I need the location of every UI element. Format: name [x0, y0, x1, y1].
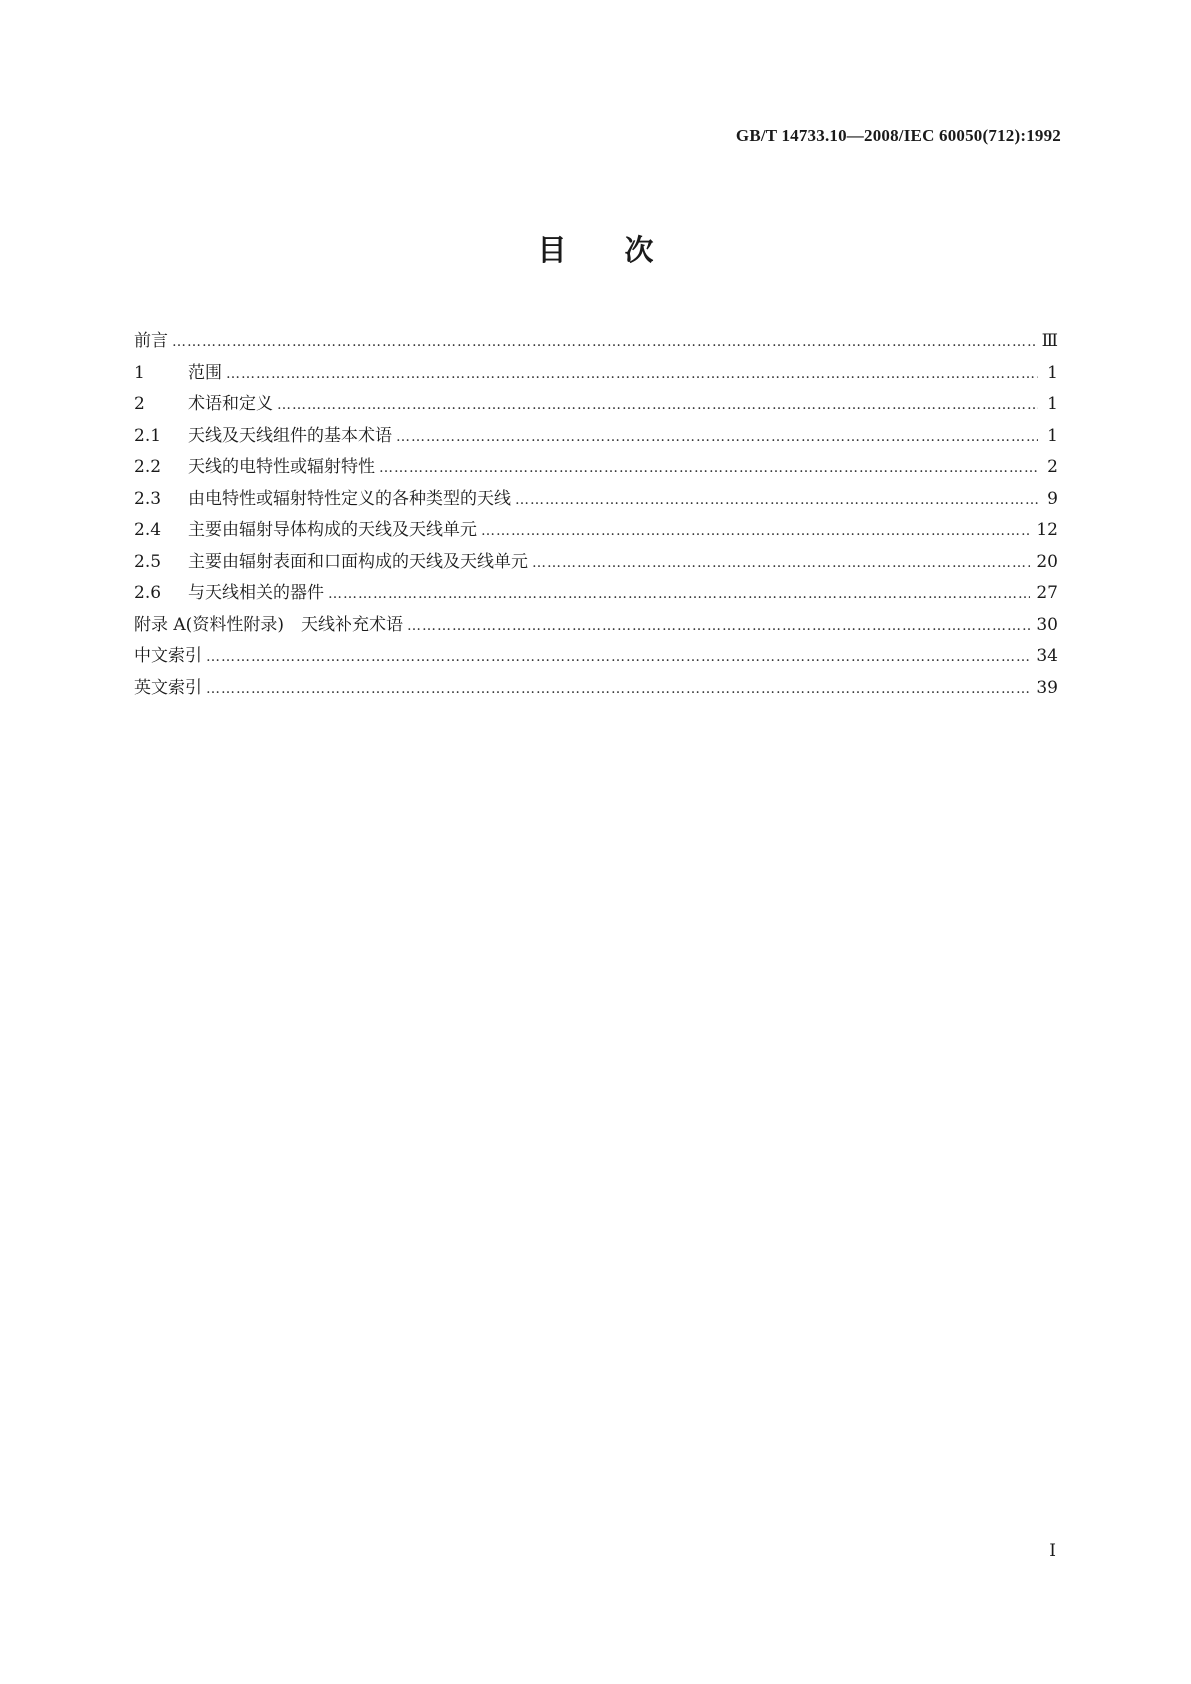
toc-entry-english-index[interactable]	[134, 673, 1058, 705]
dot-leader	[515, 492, 1038, 508]
toc-entry-2-1[interactable]	[134, 421, 1058, 453]
toc-entry-page: 39	[1036, 677, 1058, 698]
table-of-contents	[134, 326, 1058, 704]
toc-entry-label: 中文索引	[134, 646, 202, 666]
dot-leader	[277, 397, 1038, 413]
toc-entry-label: 英文索引	[134, 677, 202, 698]
toc-entry-page: 9	[1047, 488, 1058, 509]
toc-entry-page: 1	[1047, 394, 1058, 414]
toc-entry-label: 由电特性或辐射特性定义的各种类型的天线	[188, 488, 511, 509]
toc-entry-2-2[interactable]	[134, 452, 1058, 484]
toc-entry-page: 20	[1036, 551, 1058, 572]
toc-entry-2-6[interactable]	[134, 578, 1058, 610]
standard-code-header: GB/T 14733.10—2008/IEC 60050(712):1992	[735, 126, 1061, 145]
toc-entry-page: 12	[1036, 520, 1058, 540]
toc-entry-label: 与天线相关的器件	[188, 583, 324, 603]
dot-leader	[379, 460, 1038, 476]
toc-entry-number: 2.3	[134, 488, 162, 509]
dot-leader	[226, 366, 1038, 382]
toc-entry-number: 1	[134, 362, 145, 383]
toc-entry-page: 30	[1036, 614, 1058, 635]
toc-entry-page: Ⅲ	[1041, 331, 1058, 351]
toc-entry-number: 2.4	[134, 520, 162, 540]
toc-entry-2-4[interactable]	[134, 515, 1058, 547]
dot-leader	[481, 523, 1030, 539]
dot-leader	[206, 649, 1030, 665]
toc-entry-label: 主要由辐射表面和口面构成的天线及天线单元	[188, 551, 528, 572]
toc-entry-label: 主要由辐射导体构成的天线及天线单元	[188, 520, 477, 540]
page-title: 目次	[537, 233, 712, 267]
toc-entry-label: 天线的电特性或辐射特性	[188, 457, 375, 477]
toc-entry-number: 2.1	[134, 425, 162, 446]
toc-entry-label: 术语和定义	[188, 394, 273, 414]
toc-entry-page: 27	[1036, 583, 1058, 603]
toc-entry-number: 2.6	[134, 583, 162, 603]
toc-entry-page: 1	[1047, 425, 1058, 446]
dot-leader	[328, 586, 1030, 602]
dot-leader	[532, 555, 1030, 571]
toc-entry-2-3[interactable]	[134, 484, 1058, 516]
toc-entry-scope[interactable]	[134, 358, 1058, 390]
dot-leader	[206, 681, 1030, 697]
toc-entry-label: 前言	[134, 331, 168, 351]
toc-entry-terms[interactable]	[134, 389, 1058, 421]
toc-entry-foreword[interactable]	[134, 326, 1058, 358]
dot-leader	[407, 618, 1030, 634]
toc-entry-2-5[interactable]	[134, 547, 1058, 579]
toc-entry-label: 附录 A(资料性附录) 天线补充术语	[134, 614, 403, 635]
toc-entry-label: 天线及天线组件的基本术语	[188, 425, 392, 446]
toc-entry-chinese-index[interactable]	[134, 641, 1058, 673]
page-number: Ⅰ	[1049, 1541, 1056, 1560]
dot-leader	[172, 334, 1036, 350]
toc-entry-page: 1	[1047, 362, 1058, 383]
toc-entry-number: 2.2	[134, 457, 162, 477]
toc-entry-page: 34	[1036, 646, 1058, 666]
toc-entry-number: 2	[134, 394, 145, 414]
dot-leader	[396, 429, 1038, 445]
toc-entry-number: 2.5	[134, 551, 162, 572]
toc-entry-label: 范围	[188, 362, 222, 383]
toc-entry-page: 2	[1047, 457, 1058, 477]
toc-entry-appendix-a[interactable]	[134, 610, 1058, 642]
